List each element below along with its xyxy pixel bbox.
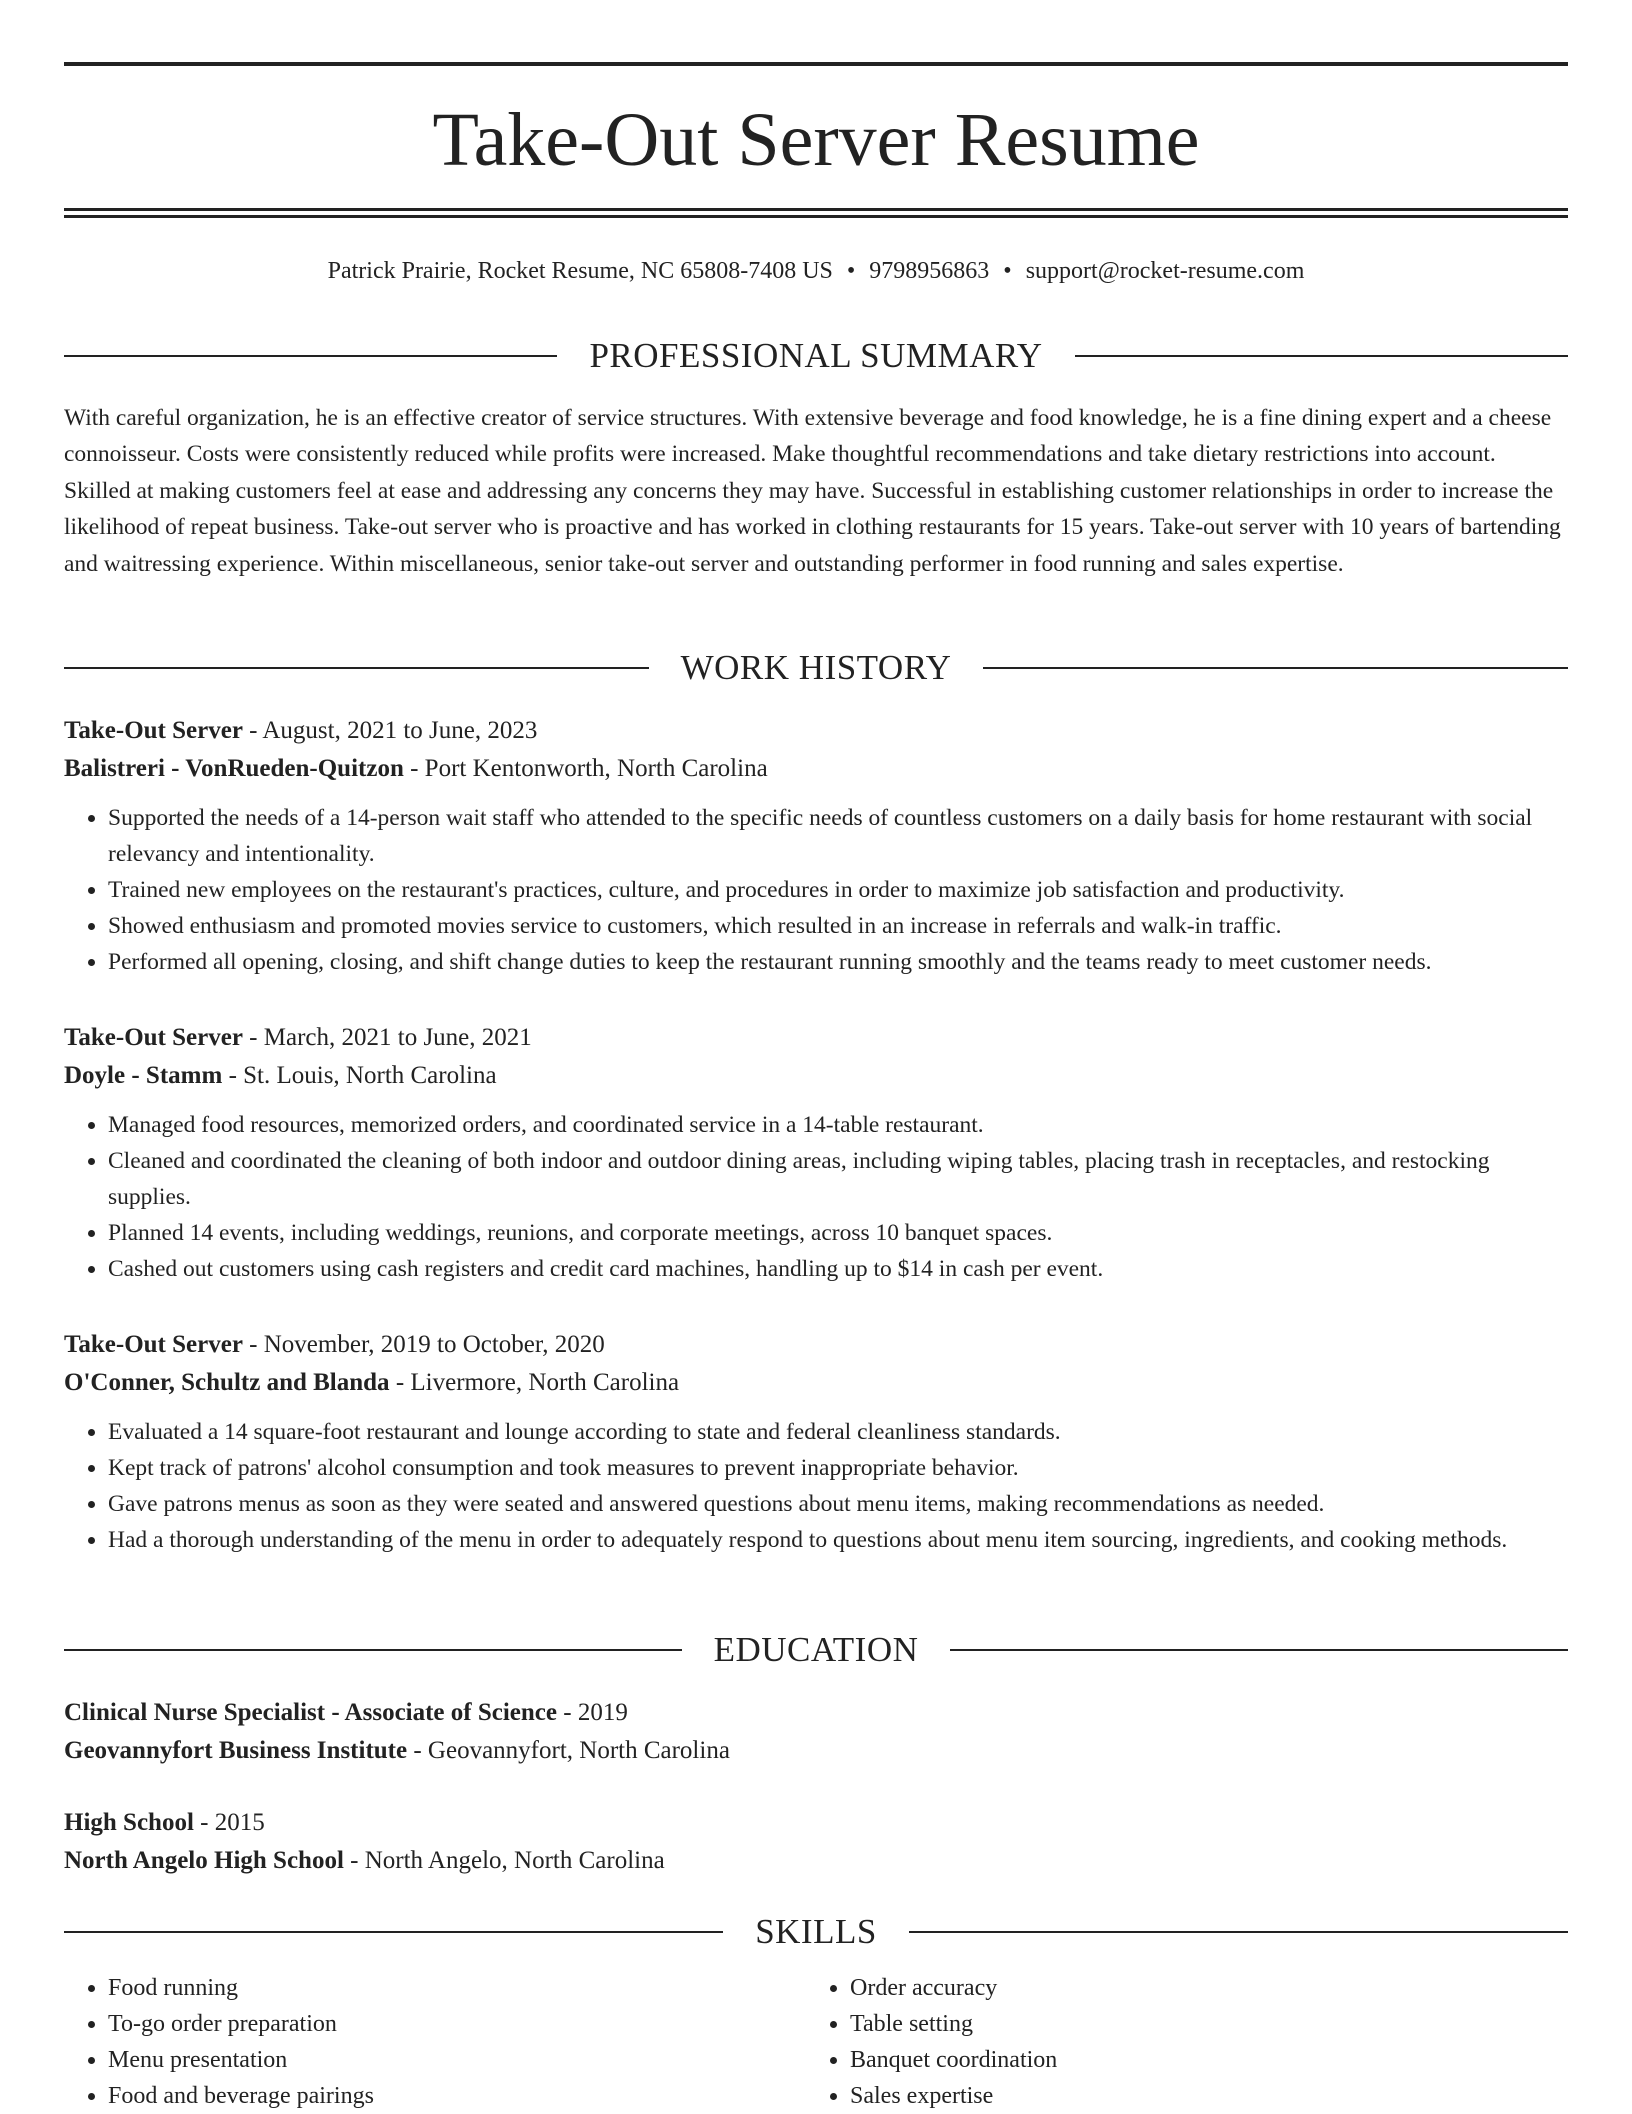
job-entry [64,712,1568,980]
job-bullet: • Kept track of patrons' alcohol consumption and took measures to prevent inappropriate behavior. [108,1450,1568,1486]
job-bullet: • Gave patrons menus as soon as they were seated and answered questions about menu items, making recommendations as needed. [108,1486,1568,1522]
summary-heading-label: PROFESSIONAL SUMMARY [589,336,1043,375]
summary-heading [64,334,1568,378]
education-year: - 2015 [193,1809,265,1836]
skill-item: • Order accuracy [850,1970,1548,2006]
heading-rule [909,1931,1568,1933]
job-company-line [64,1364,1568,1402]
education-school: North Angelo High School [64,1847,344,1874]
job-bullets [64,800,1568,980]
education-school: Geovannyfort Business Institute [64,1737,408,1764]
skill-item: • To-go order preparation [108,2006,806,2042]
skills-heading-label: SKILLS [755,1912,877,1951]
job-bullet: • Had a thorough understanding of the menu in order to adequately respond to questions about menu item sourcing, ingredients, and cooking methods. [108,1522,1568,1558]
job-bullet: • Trained new employees on the restaurant's practices, culture, and procedures in order to maximize job satisfaction and productivity. [108,872,1568,908]
contact-line [64,254,1568,288]
education-degree-line [64,1694,1568,1732]
job-company: Doyle - Stamm [64,1062,223,1089]
job-company: Balistreri - VonRueden-Quitzon [64,755,404,782]
education-school-line [64,1842,1568,1880]
heading-rule [64,355,557,357]
skills-columns [64,1970,1568,2114]
education-heading [64,1628,1568,1672]
skill-item: • Banquet coordination [850,2042,1548,2078]
heading-rule [64,1649,682,1651]
job-title-line [64,1019,1568,1057]
heading-rule [64,1931,723,1933]
job-company: O'Conner, Schultz and Blanda [64,1369,390,1396]
job-title: Take-Out Server [64,717,243,744]
job-entry [64,1326,1568,1558]
job-company-line [64,1057,1568,1095]
skill-item: • Table setting [850,2006,1548,2042]
document-title: Take-Out Server Resume [432,98,1200,182]
education-location: - Geovannyfort, North Carolina [407,1737,730,1764]
education-degree: High School [64,1809,194,1836]
contact-email: support@rocket-resume.com [1025,258,1305,284]
skills-heading [64,1910,1568,1954]
job-bullets [64,1107,1568,1287]
job-location: - St. Louis, North Carolina [222,1062,497,1089]
education-location: - North Angelo, North Carolina [343,1847,665,1874]
skill-item: • Food and beverage pairings [108,2078,806,2114]
summary-text: With careful organization, he is an effective creator of service structures. With extensive beverage and food knowledge, he is a fine dining expert and a cheese connoisseur. Costs were consistently reduced while profits were increased. Make thoughtful recommendations and take dietary restrictions into account. Skilled at making customers feel at ease and addressing any concerns they may have. Successful in establishing customer relationships in order to increase the likelihood of repeat business. Take-out server who is proactive and has worked in clothing restaurants for 15 years. Take-out server with 10 years of bartending and waitressing experience. Within miscellaneous, senior take-out server and outstanding performer in food running and sales expertise. [64,405,1561,577]
job-company-line [64,750,1568,788]
job-location: - Port Kentonworth, North Carolina [403,755,768,782]
contact-separator: • [1003,258,1012,284]
job-dates: - March, 2021 to June, 2021 [242,1024,532,1051]
education-degree-line [64,1804,1568,1842]
skill-item: • Sales expertise [850,2078,1548,2114]
title-double-rule [64,208,1568,218]
skills-list-right [806,1970,1548,2114]
education-entry [64,1804,1568,1880]
job-bullet: • Cashed out customers using cash registers and credit card machines, handling up to $14 in cash per event. [108,1251,1568,1287]
work-history-heading [64,646,1568,690]
skill-item: • Menu presentation [108,2042,806,2078]
job-bullet: • Showed enthusiasm and promoted movies service to customers, which resulted in an increase in referrals and walk-in traffic. [108,908,1568,944]
job-title-line [64,712,1568,750]
education-degree: Clinical Nurse Specialist - Associate of Science [64,1699,557,1726]
job-title: Take-Out Server [64,1331,243,1358]
contact-phone: 9798956863 [869,258,990,284]
job-bullet: • Performed all opening, closing, and shift change duties to keep the restaurant running smoothly and the teams ready to meet customer needs. [108,944,1568,980]
heading-rule [1075,355,1568,357]
job-dates: - August, 2021 to June, 2023 [242,717,538,744]
contact-separator: • [846,258,856,284]
job-bullet: • Planned 14 events, including weddings, reunions, and corporate meetings, across 10 banquet spaces. [108,1215,1568,1251]
job-bullets [64,1414,1568,1558]
job-title: Take-Out Server [64,1024,243,1051]
education-heading-label: EDUCATION [713,1630,919,1669]
education-school-line [64,1732,1568,1770]
top-rule [64,62,1568,66]
job-bullet: • Evaluated a 14 square-foot restaurant and lounge according to state and federal cleanliness standards. [108,1414,1568,1450]
job-bullet: • Cleaned and coordinated the cleaning of both indoor and outdoor dining areas, including wiping tables, placing trash in receptacles, and restocking supplies. [108,1143,1568,1215]
job-dates: - November, 2019 to October, 2020 [242,1331,605,1358]
contact-address: Patrick Prairie, Rocket Resume, NC 65808-7408 US [327,258,833,284]
job-location: - Livermore, North Carolina [389,1369,680,1396]
skill-item: • Food running [108,1970,806,2006]
heading-rule [64,667,649,669]
job-bullet: • Supported the needs of a 14-person wait staff who attended to the specific needs of countless customers on a daily basis for home restaurant with social relevancy and intentionality. [108,800,1568,872]
work-history-heading-label: WORK HISTORY [680,648,952,687]
job-title-line [64,1326,1568,1364]
job-entry [64,1019,1568,1287]
job-bullet: • Managed food resources, memorized orders, and coordinated service in a 14-table restaurant. [108,1107,1568,1143]
heading-rule [983,667,1568,669]
heading-rule [950,1649,1568,1651]
education-entry [64,1694,1568,1770]
skills-list-left [64,1970,806,2114]
education-year: - 2019 [557,1699,628,1726]
